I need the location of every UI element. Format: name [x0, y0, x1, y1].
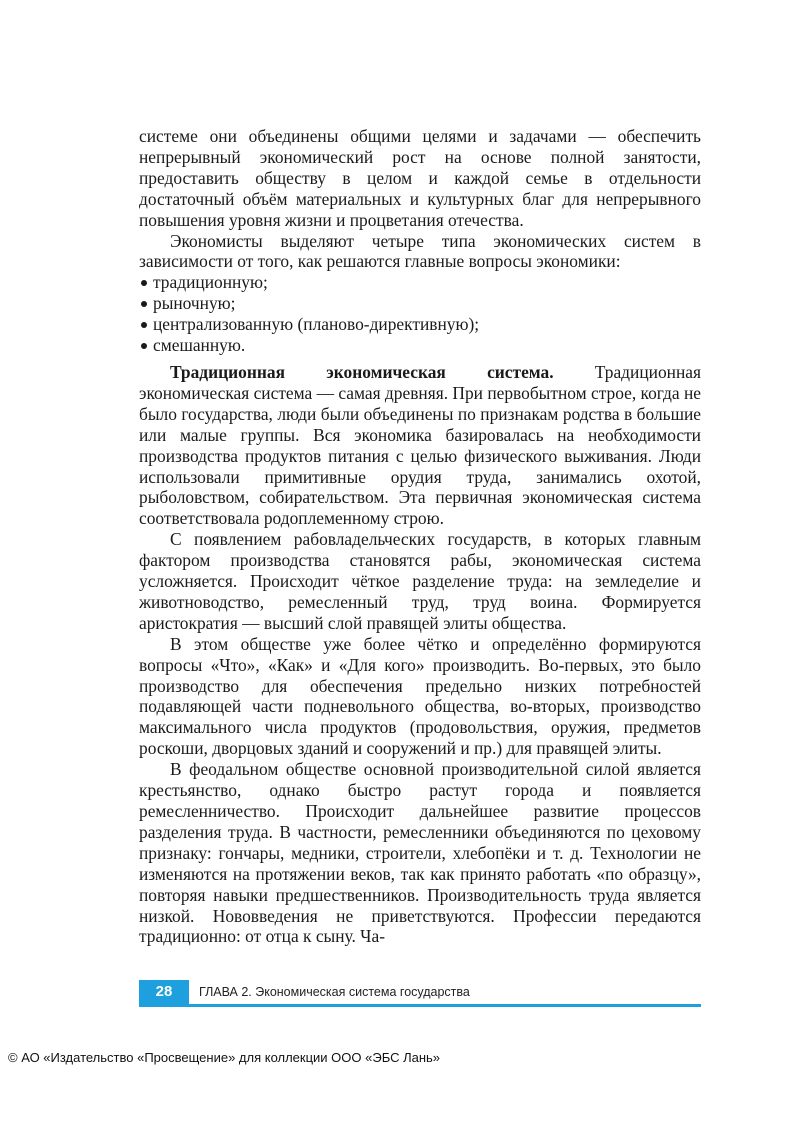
page-body [139, 126, 701, 947]
paragraph: В феодальном обществе основной производительной силой является крестьянство, однако быстро растут города и появляется ремесленничество. Происходит дальнейшее развитие процессов разделения труда. В частности, ремесленники объединяются по цеховому признаку: гончары, медники, строители, хлебопёки и т. д. Технологии не изменяются на протяжении веков, так как принято работать «по образцу», повторяя навыки предшественников. Производительность труда является низкой. Нововведения не приветствуются. Профессии передаются традиционно: от отца к сыну. Ча- [139, 759, 701, 947]
copyright-notice: © АО «Издательство «Просвещение» для коллекции ООО «ЭБС Лань» [8, 1050, 441, 1065]
paragraph [139, 362, 701, 529]
page-number: 28 [139, 980, 189, 1004]
paragraph: В этом обществе уже более чётко и определённо формируются вопросы «Что», «Как» и «Для кого» производить. Во-первых, это было производство для обеспечения предельно низких потребностей подавляющей части подневольного общества, во-вторых, производство максимального числа продуктов (продовольствия, оружия, предметов роскоши, дворцовых зданий и сооружений и пр.) для правящей элиты. [139, 633, 701, 759]
list-item: рыночную; [139, 293, 701, 314]
list-item: традиционную; [139, 272, 701, 293]
paragraph: системе они объединены общими целями и задачами — обеспечить непрерывный экономический рост на основе полной занятости, предоставить обществу в целом и каждой семье в отдельности достаточный объём материальных и культурных благ для непрерывного повышения уровня жизни и процветания отечества. [139, 126, 701, 230]
section-heading: Традиционная экономическая система. [170, 361, 554, 382]
paragraph: Экономисты выделяют четыре типа экономических систем в зависимости от того, как решаются главные вопросы экономики: [139, 230, 701, 272]
paragraph-text: Традиционная экономическая система — самая древняя. При первобытном строе, когда не было государства, люди были объединены по признакам родства в большие или малые группы. Вся экономика базировалась на необходимости производства продуктов питания с целью физического выживания. Люди использовали примитивные орудия труда, занимались охотой, рыболовством, собирательством. Эта первичная экономическая система соответствовала родоплеменному строю. [139, 361, 701, 529]
page-footer [139, 980, 701, 1007]
chapter-title: ГЛАВА 2. Экономическая система государства [199, 985, 470, 999]
bullet-list [139, 272, 701, 356]
list-item: смешанную. [139, 335, 701, 356]
paragraph: С появлением рабовладельческих государств, в которых главным фактором производства становятся рабы, экономическая система усложняется. Происходит чёткое разделение труда: на земледелие и животноводство, ремесленный труд, труд воина. Формируется аристократия — высший слой правящей элиты общества. [139, 529, 701, 633]
list-item: централизованную (планово-директивную); [139, 314, 701, 335]
